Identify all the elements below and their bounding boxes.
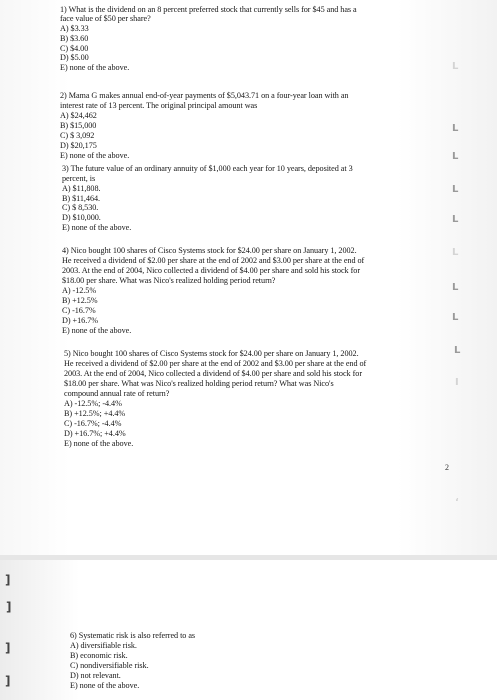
answer-choice: C) -16.7%; -4.4% (64, 419, 122, 428)
margin-mark: L (452, 184, 459, 195)
answer-choice: A) -12.5%; -4.4% (64, 399, 122, 408)
answer-choice: B) +12.5% (62, 296, 98, 305)
margin-mark: L (452, 151, 459, 162)
margin-mark: L (452, 312, 459, 323)
margin-mark: ] (5, 641, 11, 655)
answer-choice: B) $3.60 (60, 34, 89, 43)
answer-choice: C) $4.00 (60, 44, 89, 53)
question-4-text: He received a dividend of $2.00 per share at the end of 2002 and $3.00 per share at the end of (62, 256, 365, 265)
margin-mark: ] (5, 674, 11, 688)
answer-choice: C) nondiversifiable risk. (70, 661, 149, 670)
question-5-text: compound annual rate of return? (64, 389, 170, 398)
question-4-text: 4) Nico bought 100 shares of Cisco Systems stock for $24.00 per share on January 1, 2002. (62, 246, 357, 255)
question-6-text: 6) Systematic risk is also referred to as (70, 631, 196, 640)
answer-choice: D) $20,175 (60, 141, 97, 150)
answer-choice: D) not relevant. (70, 671, 121, 680)
answer-choice: D) $5.00 (60, 53, 89, 62)
answer-choice: C) $ 8,530. (62, 203, 99, 212)
answer-choice: A) $11,808. (62, 184, 101, 193)
answer-choice: B) $15,000 (60, 121, 97, 130)
answer-choice: B) $11,464. (62, 194, 101, 203)
question-4-text: 2003. At the end of 2004, Nico collected a dividend of $4.00 per share and sold his stock for (62, 266, 360, 275)
question-5-text: $18.00 per share. What was Nico's realized holding period return? What was Nico's (64, 379, 334, 388)
answer-choice: E) none of the above. (62, 326, 132, 335)
answer-choice: B) economic risk. (70, 651, 128, 660)
answer-choice: D) $10,000. (62, 213, 101, 222)
margin-mark: L (452, 247, 459, 258)
question-2-text: 2) Mama G makes annual end-of-year payments of $5,043.71 on a four-year loan with an (60, 91, 349, 100)
margin-mark: L (454, 345, 461, 356)
margin-mark: L (452, 214, 459, 225)
answer-choice: E) none of the above. (60, 63, 130, 72)
margin-mark: L (452, 123, 459, 134)
question-5-text: 2003. At the end of 2004, Nico collected a dividend of $4.00 per share and sold his stock for (64, 369, 362, 378)
answer-choice: E) none of the above. (60, 151, 130, 160)
answer-choice: B) +12.5%; +4.4% (64, 409, 126, 418)
answer-choice: A) diversifiable risk. (70, 641, 137, 650)
question-2-text: interest rate of 13 percent. The original principal amount was (60, 101, 258, 110)
answer-choice: D) +16.7%; +4.4% (64, 429, 126, 438)
margin-mark: I (455, 377, 459, 388)
question-3-text: percent, is (62, 174, 96, 183)
margin-mark: ] (6, 600, 12, 614)
page-number: 2 (445, 463, 449, 472)
margin-mark: ] (5, 573, 11, 587)
answer-choice: E) none of the above. (64, 439, 134, 448)
answer-choice: A) $3.33 (60, 24, 89, 33)
answer-choice: C) $ 3,092 (60, 131, 95, 140)
margin-mark: L (452, 282, 459, 293)
question-5-text: 5) Nico bought 100 shares of Cisco Systems stock for $24.00 per share on January 1, 2002. (64, 349, 359, 358)
answer-choice: C) -16.7% (62, 306, 96, 315)
question-4-text: $18.00 per share. What was Nico's realized holding period return? (62, 276, 276, 285)
question-5-text: He received a dividend of $2.00 per share at the end of 2002 and $3.00 per share at the end of (64, 359, 367, 368)
margin-mark: ‘ (455, 497, 459, 508)
worksheet-page-2 (0, 560, 497, 700)
answer-choice: E) none of the above. (62, 223, 132, 232)
answer-choice: E) none of the above. (70, 681, 140, 690)
answer-choice: A) $24,462 (60, 111, 97, 120)
margin-mark: L (452, 61, 459, 72)
answer-choice: D) +16.7% (62, 316, 99, 325)
answer-choice: A) -12.5% (62, 286, 97, 295)
question-1-text: 1) What is the dividend on an 8 percent preferred stock that currently sells for $45 and has a (60, 5, 357, 14)
question-3-text: 3) The future value of an ordinary annuity of $1,000 each year for 10 years, deposited at 3 (62, 164, 353, 173)
question-1-text: face value of $50 per share? (60, 14, 151, 23)
